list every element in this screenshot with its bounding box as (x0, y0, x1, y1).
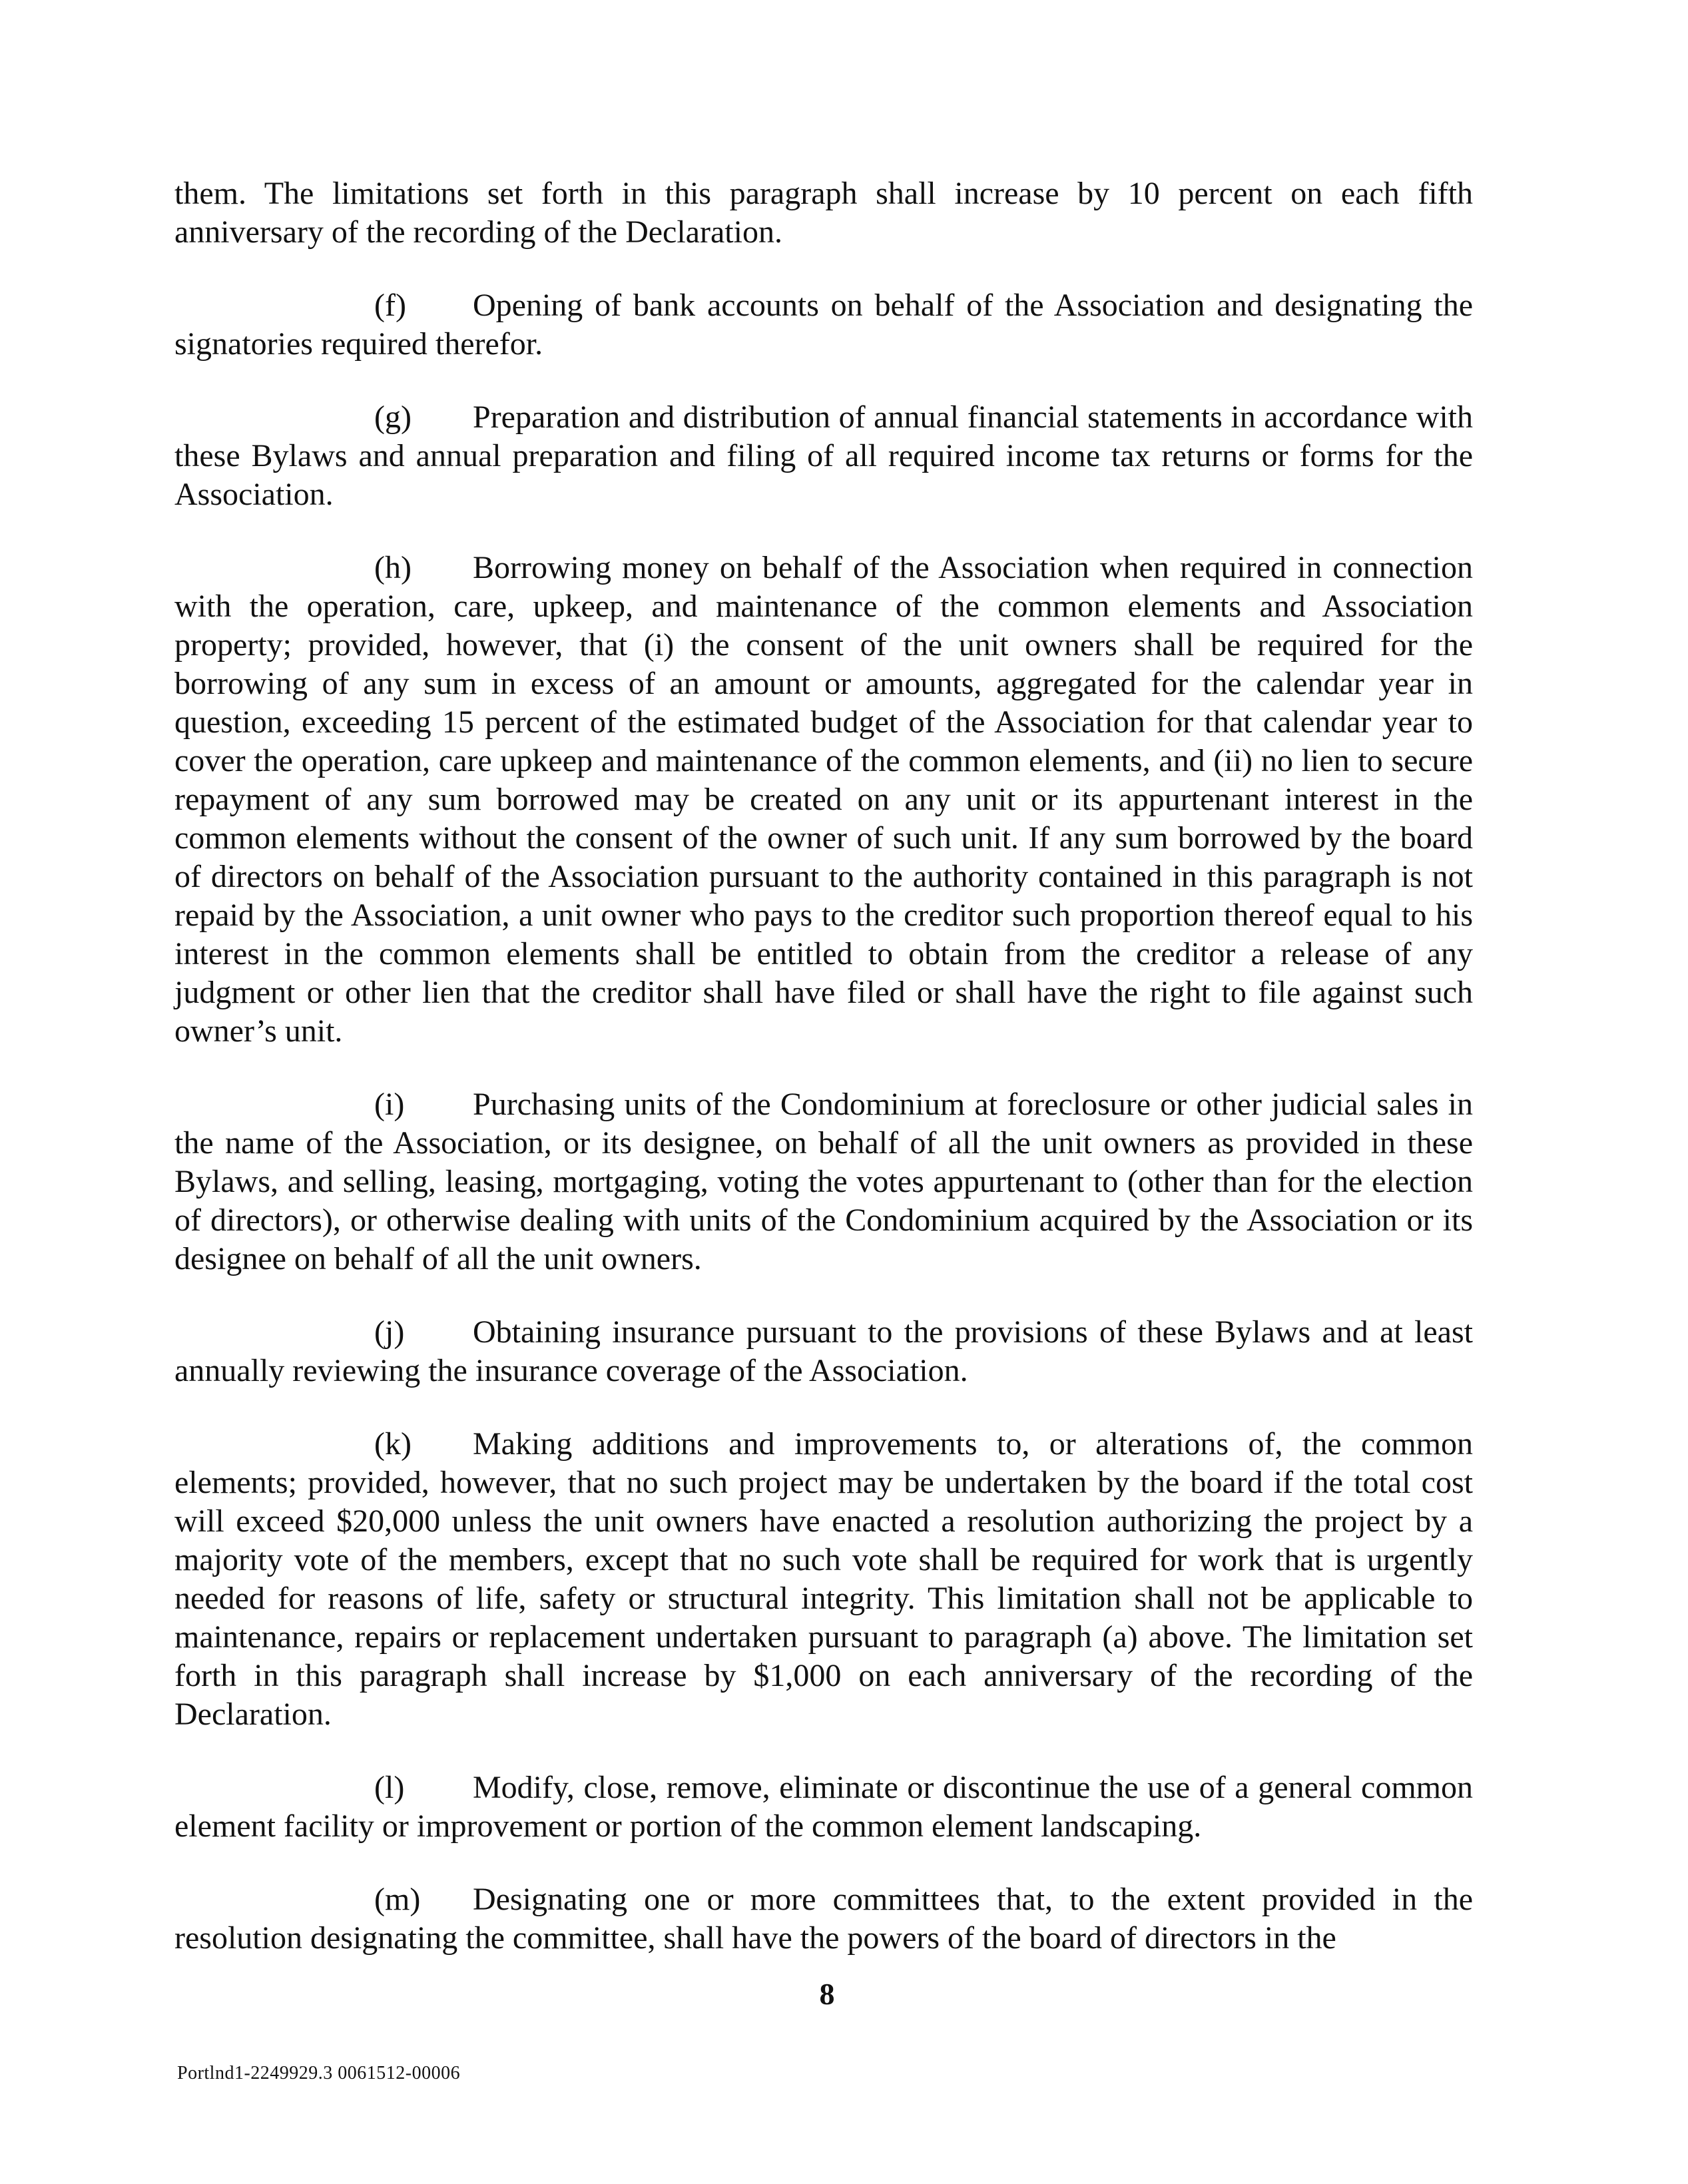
paragraph-g (174, 398, 1473, 514)
paragraph-text: Opening of bank accounts on behalf of the Association and designating the signatories required therefor. (174, 288, 1473, 362)
paragraph-text: Making additions and improvements to, or alterations of, the common elements; provided, however, that no such project may be undertaken by the board if the total cost will exceed $20,000 unless the unit owners have enacted a resolution authorizing the project by a majority vote of the members, except that no such vote shall be required for work that is urgently needed for reasons of life, safety or structural integrity. This limitation shall not be applicable to maintenance, repairs or replacement undertaken pursuant to paragraph (a) above. The limitation set forth in this paragraph shall increase by $1,000 on each anniversary of the recording of the Declaration. (174, 1426, 1473, 1732)
paragraph-text: Designating one or more committees that, to the extent provided in the resolution designating the committee, shall have the powers of the board of directors in the (174, 1882, 1473, 1956)
paragraph-label: (h) (374, 550, 412, 585)
page-number: 8 (819, 1977, 835, 2011)
paragraph-label: (l) (374, 1770, 405, 1805)
paragraph-j (174, 1313, 1473, 1390)
paragraph-label: (i) (374, 1087, 405, 1122)
paragraph-label: (k) (374, 1426, 412, 1462)
paragraph-text: Obtaining insurance pursuant to the provisions of these Bylaws and at least annually reviewing the insurance coverage of the Association. (174, 1314, 1473, 1388)
paragraph-text: Modify, close, remove, eliminate or discontinue the use of a general common element facility or improvement or portion of the common element landscaping. (174, 1770, 1473, 1844)
paragraph-text: Preparation and distribution of annual financial statements in accordance with these Bylaws and annual preparation and filing of all required income tax returns or forms for the Association. (174, 400, 1473, 512)
paragraph-l (174, 1769, 1473, 1846)
paragraph-i (174, 1085, 1473, 1278)
paragraph-m (174, 1880, 1473, 1958)
paragraph-label: (g) (374, 400, 412, 435)
paragraph-label: (f) (374, 288, 406, 323)
paragraph-text: Purchasing units of the Condominium at foreclosure or other judicial sales in the name of the Association, or its designee, on behalf of all the unit owners as provided in these Bylaws, and selling, leasing, mortgaging, voting the votes appurtenant to (other than for the election of directors), or otherwise dealing with units of the Condominium acquired by the Association or its designee on behalf of all the unit owners. (174, 1087, 1473, 1276)
body-text (174, 174, 1473, 1958)
footer-document-id: Portlnd1-2249929.3 0061512-00006 (177, 2063, 461, 2083)
paragraph-label: (m) (374, 1882, 421, 1917)
paragraph-label: (j) (374, 1314, 405, 1350)
paragraph-h (174, 549, 1473, 1051)
paragraph-continuation (174, 174, 1473, 252)
paragraph-text: them. The limitations set forth in this paragraph shall increase by 10 percent on each fifth anniversary of the recording of the Declaration. (174, 176, 1473, 250)
paragraph-text: Borrowing money on behalf of the Association when required in connection with the operation, care, upkeep, and maintenance of the common elements and Association property; provided, however, that (i) the consent of the unit owners shall be required for the borrowing of any sum in excess of an amount or amounts, aggregated for the calendar year in question, exceeding 15 percent of the estimated budget of the Association for that calendar year to cover the operation, care upkeep and maintenance of the common elements, and (ii) no lien to secure repayment of any sum borrowed may be created on any unit or its appurtenant interest in the common elements without the consent of the owner of such unit. If any sum borrowed by the board of directors on behalf of the Association pursuant to the authority contained in this paragraph is not repaid by the Association, a unit owner who pays to the creditor such proportion thereof equal to his interest in the common elements shall be entitled to obtain from the creditor a release of any judgment or other lien that the creditor shall have filed or shall have the right to file against such owner’s unit. (174, 550, 1473, 1049)
paragraph-f (174, 286, 1473, 364)
paragraph-k (174, 1425, 1473, 1734)
